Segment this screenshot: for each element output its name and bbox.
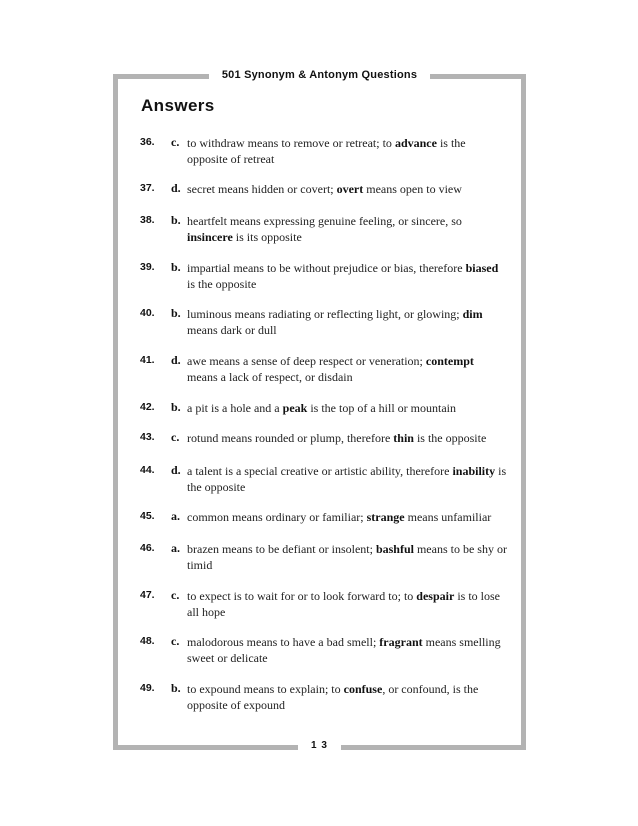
answer-explanation (187, 634, 507, 666)
answer-term: thin (393, 431, 414, 445)
answer-number: 44. (140, 464, 155, 476)
page-title: Answers (141, 96, 215, 115)
answer-number: 43. (140, 431, 155, 443)
explanation-text: a talent is a special creative or artistic ability, therefore (187, 464, 453, 478)
answer-number: 42. (140, 401, 155, 413)
explanation-text: to withdraw means to remove or retreat; to (187, 136, 395, 150)
explanation-text: means a lack of respect, or disdain (187, 370, 353, 384)
explanation-text: is the top of a hill or mountain (307, 401, 456, 415)
answer-explanation (187, 306, 507, 338)
answer-number: 36. (140, 136, 155, 148)
explanation-text: is the opposite (413, 431, 487, 445)
frame-border-bottom-right (341, 745, 526, 750)
explanation-text: heartfelt means expressing genuine feeling, or sincere, so (187, 214, 462, 228)
answer-number: 38. (140, 214, 155, 226)
answer-number: 40. (140, 307, 155, 319)
answer-letter: c. (171, 588, 180, 602)
answer-term: confuse (343, 682, 383, 696)
answer-letter: b. (171, 260, 181, 274)
answer-term: dim (462, 307, 483, 321)
frame-border-right (521, 74, 526, 750)
answer-letter: b. (171, 400, 181, 414)
answer-number: 48. (140, 635, 155, 647)
explanation-text: , or confound, is the opposite of expound (187, 682, 479, 712)
answer-number: 41. (140, 354, 155, 366)
answer-number: 49. (140, 682, 155, 694)
explanation-text: is its opposite (232, 230, 302, 244)
answer-letter: d. (171, 463, 181, 477)
answer-number: 37. (140, 182, 155, 194)
answer-term: strange (366, 510, 405, 524)
explanation-text: means unfamiliar (404, 510, 492, 524)
explanation-text: means open to view (363, 182, 462, 196)
answer-term: contempt (425, 354, 474, 368)
answer-letter: d. (171, 353, 181, 367)
explanation-text: awe means a sense of deep respect or veneration; (187, 354, 426, 368)
answer-number: 45. (140, 510, 155, 522)
answer-letter: b. (171, 213, 181, 227)
explanation-text: is the opposite (187, 277, 257, 291)
answer-explanation (187, 260, 507, 292)
answer-term: inability (452, 464, 496, 478)
answer-explanation (187, 681, 507, 713)
explanation-text: is the opposite (187, 464, 507, 494)
explanation-text: is the opposite of retreat (187, 136, 466, 166)
answer-explanation (187, 213, 507, 245)
explanation-text: secret means hidden or covert; (187, 182, 337, 196)
answer-term: overt (336, 182, 364, 196)
explanation-text: to expound means to explain; to (187, 682, 344, 696)
explanation-text: a pit is a hole and a (187, 401, 283, 415)
answer-number: 39. (140, 261, 155, 273)
frame-border-top-left (113, 74, 209, 79)
answer-term: insincere (187, 230, 233, 244)
answer-explanation (187, 135, 507, 167)
answer-number: 47. (140, 589, 155, 601)
explanation-text: rotund means rounded or plump, therefore (187, 431, 394, 445)
answer-explanation (187, 353, 507, 385)
running-header: 501 Synonym & Antonym Questions (221, 69, 418, 81)
frame-border-bottom-left (113, 745, 298, 750)
explanation-text: luminous means radiating or reflecting light, or glowing; (187, 307, 463, 321)
answer-explanation (187, 588, 507, 620)
answer-letter: b. (171, 306, 181, 320)
answer-explanation (187, 541, 507, 573)
answer-term: advance (394, 136, 437, 150)
answer-explanation (187, 430, 507, 446)
explanation-text: means dark or dull (187, 323, 277, 337)
answer-term: despair (416, 589, 455, 603)
answer-term: biased (465, 261, 499, 275)
frame-border-left (113, 74, 118, 750)
explanation-text: to expect is to wait for or to look forward to; to (187, 589, 417, 603)
answer-letter: b. (171, 681, 181, 695)
answer-letter: a. (171, 541, 180, 555)
answer-explanation (187, 463, 507, 495)
explanation-text: is to lose all hope (187, 589, 500, 619)
answer-letter: c. (171, 634, 180, 648)
explanation-text: means to be shy or timid (187, 542, 507, 572)
explanation-text: impartial means to be without prejudice or bias, therefore (187, 261, 466, 275)
explanation-text: brazen means to be defiant or insolent; (187, 542, 376, 556)
answer-letter: a. (171, 509, 180, 523)
explanation-text: means smelling sweet or delicate (187, 635, 501, 665)
answer-term: fragrant (379, 635, 423, 649)
explanation-text: common means ordinary or familiar; (187, 510, 367, 524)
answer-explanation (187, 400, 507, 416)
explanation-text: malodorous means to have a bad smell; (187, 635, 380, 649)
answer-term: bashful (375, 542, 414, 556)
page-number: 1 3 (311, 740, 328, 751)
answer-number: 46. (140, 542, 155, 554)
answer-letter: c. (171, 430, 180, 444)
answer-explanation (187, 509, 507, 525)
answer-explanation (187, 181, 507, 197)
answer-letter: d. (171, 181, 181, 195)
answer-letter: c. (171, 135, 180, 149)
frame-border-top-right (430, 74, 526, 79)
answer-term: peak (282, 401, 308, 415)
